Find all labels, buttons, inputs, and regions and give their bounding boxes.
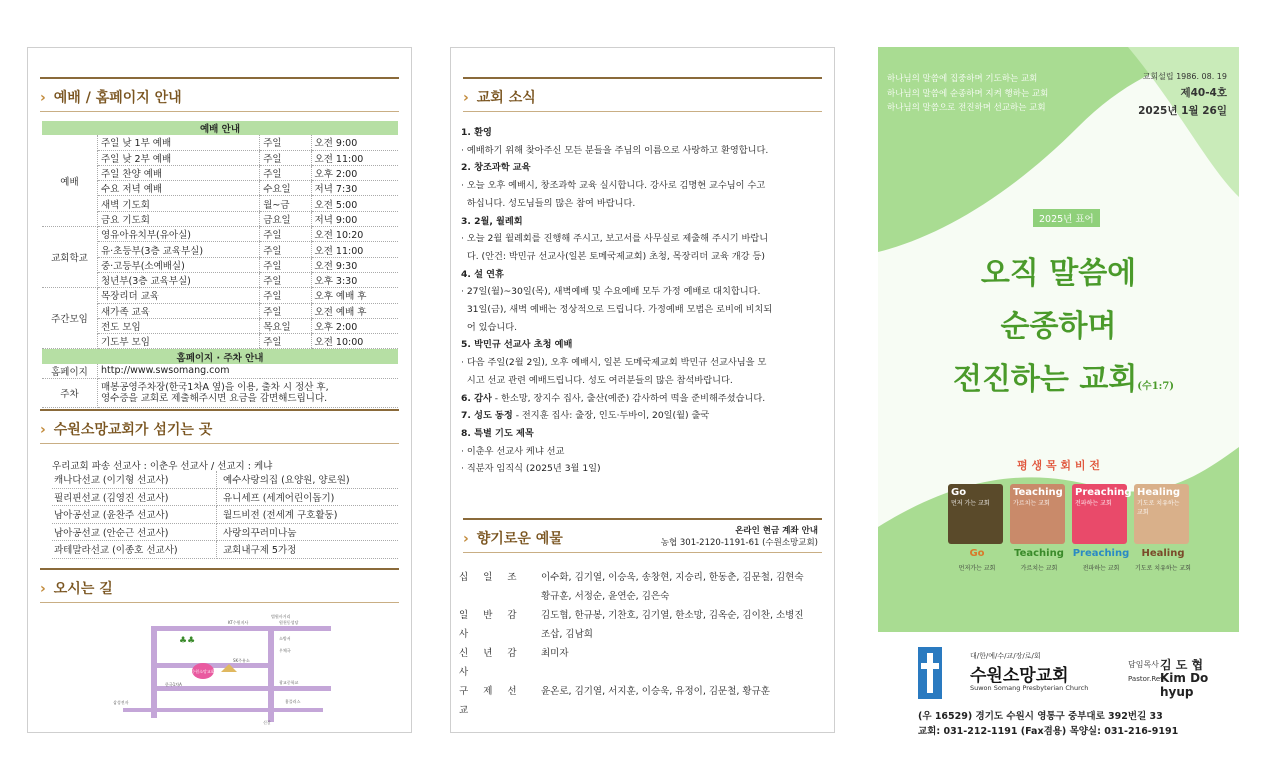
directions-map[interactable] [103, 608, 343, 726]
slogan-reference: (수1:7) [1137, 381, 1175, 392]
news-body-line: · 다음 주일(2월 2일), 오후 예배시, 일본 도메국제교회 박민규 선교사님을 모 [461, 357, 767, 369]
online-giving-account: 농협 301-2120-1191-61 (수원소망교회) [660, 538, 818, 548]
tree-icon: ♣♣ [179, 636, 196, 646]
vision-image [948, 484, 1003, 544]
church-logo-icon [918, 647, 942, 699]
slogan-line: 오직 말씀에 [980, 256, 1137, 291]
offering-type: 십 일 조 [459, 572, 523, 583]
offering-table [459, 568, 829, 720]
worship-name: 목장리더 교육 [97, 288, 259, 303]
directions-section-header [40, 568, 399, 597]
mission-row [52, 488, 398, 506]
vision-image-word: Healing [1137, 487, 1181, 498]
parking-line: 매봉공영주차장(한국1차A 옆)을 이용, 출차 시 정산 후, [100, 382, 329, 394]
worship-category: 주간모임 [42, 288, 97, 349]
mission-intro: 우리교회 파송 선교사 : 이춘우 선교사 / 선교지 : 케냐 [52, 461, 273, 472]
news-item [461, 266, 826, 337]
church-news-panel [450, 47, 835, 733]
church-name-english: Suwon Somang Presbyterian Church [970, 684, 1089, 692]
offering-names-line: 이수화, 김기열, 이승욱, 송창현, 지승리, 한동춘, 김문철, 김현숙 [541, 572, 804, 583]
year-slogan [878, 247, 1239, 413]
cover-panel [878, 47, 1239, 737]
pastor-name: 김 도 협 [1160, 658, 1204, 672]
news-item [461, 407, 826, 425]
worship-name: 수요 저녁 예배 [97, 181, 259, 196]
map-label: 소방서 [279, 636, 291, 641]
news-body-line: · 예배하기 위해 찾아주신 모든 분들을 주님의 이름으로 사랑하고 환영합니다. [461, 144, 769, 156]
news-heading: 8. 특별 기도 제목 [461, 427, 534, 439]
news-list [461, 124, 826, 478]
worship-row [42, 288, 398, 303]
vision-caption: 먼저가는 교회 [958, 565, 996, 572]
map-label: 광교중학교 [279, 680, 299, 685]
map-label: 수원소망교회 [191, 669, 215, 674]
worship-time: 오전 5:00 [311, 196, 398, 211]
news-body-line: 다. (안건: 박민규 선교사(일본 토메국제교회) 초청, 목장리더 교육 개강 등) [461, 250, 765, 262]
worship-header: 예배 안내 [42, 121, 398, 135]
worship-name: 새가족 교육 [97, 303, 259, 318]
worship-time: 오전 10:00 [311, 334, 398, 349]
news-body-line: · 이춘우 선교사 케냐 선교 [461, 445, 565, 457]
news-heading: 5. 박민규 선교사 초청 예배 [461, 339, 573, 351]
church-address: (우 16529) 경기도 수원시 영통구 중부대로 392번길 33 [918, 711, 1163, 722]
worship-day: 주일 [260, 165, 311, 180]
worship-name: 기도부 모임 [97, 334, 259, 349]
news-heading: 2. 창조과학 교육 [461, 162, 531, 174]
worship-day: 주일 [260, 303, 311, 318]
news-heading: 7. 성도 동정 [461, 410, 513, 422]
worship-day: 주일 [260, 242, 311, 257]
worship-category: 교회학교 [42, 227, 97, 288]
vision-caption: 전파하는 교회 [1082, 565, 1120, 572]
worship-day: 주일 [260, 272, 311, 287]
vision-image-text: 기도로 치유하는 교회 [1137, 500, 1180, 516]
cover-background [878, 47, 1239, 632]
parking-row [42, 379, 398, 408]
offering-names [541, 682, 829, 720]
vision-image [1072, 484, 1132, 544]
news-body-line: - 전지훈 집사: 출장, 인도·두바이, 20일(월) 출국 [512, 410, 710, 422]
news-item [461, 159, 826, 212]
vision-title: 평 생 목 회 비 전 [1017, 459, 1100, 472]
worship-time: 오전 9:30 [311, 257, 398, 272]
worship-row [42, 227, 398, 242]
worship-table [42, 121, 398, 408]
worship-time: 오후 2:00 [311, 318, 398, 333]
worship-section-header [40, 77, 399, 106]
worship-day: 주일 [260, 150, 311, 165]
worship-day: 주일 [260, 257, 311, 272]
mission-overseas: 과테말라선교 (이종호 선교사) [52, 541, 217, 559]
map-label: 법원사거리 [271, 614, 291, 619]
pastor-en-label: Pastor.Rev. [1128, 675, 1167, 683]
news-section-title: › 교회 소식 [463, 87, 536, 107]
offering-names-line: 조삽, 김남희 [541, 629, 593, 640]
offering-type: 구 제 선 교 [459, 686, 523, 716]
worship-time: 오전 11:00 [311, 242, 398, 257]
news-body-line: · 오늘 오후 예배시, 창조과학 교육 실시합니다. 강사로 김명현 교수님이 수고 [461, 180, 766, 192]
worship-time: 오전 예배 후 [311, 303, 398, 318]
map-label: 원천동성당 [279, 620, 299, 625]
worship-day: 목요일 [260, 318, 311, 333]
offering-row [459, 568, 829, 606]
church-phone: 교회: 031-212-1191 (Fax겸용) 목양실: 031-216-9191 [918, 726, 1179, 737]
map-label: SK주유소 [233, 658, 250, 663]
parking-line: 영수증을 교회로 제출해주시면 요금을 감면해드립니다. [100, 393, 328, 405]
vision-caption: 기도로 치유하는 교회 [1135, 565, 1191, 572]
homepage-label: 홈페이지 [42, 364, 97, 379]
worship-day: 금요일 [260, 211, 311, 226]
news-heading: 4. 설 연휴 [461, 268, 504, 280]
offering-names [541, 644, 829, 682]
mission-local: 월드비전 (전세계 구호활동) [217, 506, 399, 524]
mission-row [52, 506, 398, 524]
mission-local: 사랑의꾸러미나눔 [217, 523, 399, 541]
news-heading: 3. 2월, 월례회 [461, 215, 523, 227]
bulletin-date: 2025년 1월 26일 [1138, 105, 1227, 117]
worship-name: 중·고등부(소예배실) [97, 257, 259, 272]
worship-time: 저녁 7:30 [311, 181, 398, 196]
worship-time: 오후 2:00 [311, 165, 398, 180]
news-body-line: - 한소망, 장지수 집사, 출산(예준) 감사하여 떡을 준비해주셨습니다. [491, 392, 766, 404]
worship-time: 오전 10:20 [311, 227, 398, 242]
worship-name: 유·초등부(3층 교육부실) [97, 242, 259, 257]
mission-table [52, 471, 398, 559]
worship-time: 저녁 9:00 [311, 211, 398, 226]
news-item [461, 213, 826, 266]
worship-day: 주일 [260, 227, 311, 242]
online-giving-title: 온라인 현금 계좌 안내 [735, 526, 818, 536]
offering-row [459, 644, 829, 682]
map-label: 홈플러스 [285, 699, 301, 704]
worship-name: 금요 기도회 [97, 211, 259, 226]
mission-overseas: 남아공선교 (안순근 선교사) [52, 523, 217, 541]
founded-date: 교회설립 1986. 08. 19 [1142, 72, 1227, 81]
worship-day: 주일 [260, 135, 311, 150]
mission-section-title: › 수원소망교회가 섬기는 곳 [40, 419, 212, 439]
news-body-line: 어 있습니다. [461, 321, 518, 333]
homepage-header-row [42, 349, 398, 364]
worship-name: 주일 낮 1부 예배 [97, 135, 259, 150]
vision-image-word: Go [951, 487, 967, 498]
worship-name: 청년부(3층 교육부실) [97, 272, 259, 287]
vision-image [1134, 484, 1189, 544]
news-section-header [463, 77, 822, 106]
year-badge: 2025년 표어 [1033, 209, 1100, 227]
mission-section-header [40, 409, 399, 438]
worship-day: 주일 [260, 288, 311, 303]
offering-names-line: 김도협, 한규봉, 기찬호, 김기열, 한소망, 김옥순, 김이찬, 소병진 [541, 610, 804, 621]
mission-row [52, 541, 398, 559]
offering-row [459, 682, 829, 720]
issue-number: 제40-4호 [1180, 87, 1227, 99]
vision-image-text: 먼저 가는 교회 [951, 500, 990, 507]
map-label: 삼성전자 [113, 700, 129, 705]
offering-row [459, 606, 829, 644]
homepage-url[interactable]: http://www.swsomang.com [97, 364, 398, 379]
worship-time: 오전 11:00 [311, 150, 398, 165]
vision-word: Preaching [1072, 548, 1130, 559]
church-name: 수원소망교회 [970, 666, 1069, 686]
news-item [461, 124, 826, 159]
worship-name: 영유아유치부(유아실) [97, 227, 259, 242]
news-heading: 6. 감사 [461, 392, 492, 404]
worship-row [42, 135, 398, 150]
offering-names-line: 최미자 [541, 648, 569, 659]
worship-time: 오후 예배 후 [311, 288, 398, 303]
vision-word: Teaching [1014, 548, 1064, 559]
offering-section-title: › 향기로운 예물 [463, 528, 563, 548]
motto-line: 하나님의 말씀에 순종하며 지켜 행하는 교회 [887, 88, 1049, 99]
parking-info [97, 379, 398, 408]
mission-row [52, 471, 398, 488]
vision-word: Healing [1141, 548, 1185, 559]
map-label: 신갈 [263, 720, 271, 725]
slogan-line: 순종하며 [1000, 309, 1117, 344]
offering-type: 일 반 감 사 [459, 610, 523, 640]
map-label: 우체국 [279, 648, 291, 653]
news-heading: 1. 환영 [461, 127, 492, 138]
map-label: 한국1차A [165, 682, 182, 687]
news-body-line: 하십니다. 성도님들의 많은 참여 바랍니다. [461, 197, 636, 209]
vision-image [1010, 484, 1065, 544]
parking-label: 주차 [42, 379, 97, 408]
homepage-header: 홈페이지 · 주차 안내 [42, 349, 398, 364]
offering-section-header [463, 518, 822, 548]
worship-info-panel [27, 47, 412, 733]
offering-names [541, 606, 829, 644]
news-body-line: · 직분자 임직식 (2025년 3월 1일) [461, 463, 601, 475]
worship-time: 오후 3:30 [311, 272, 398, 287]
news-body-line: · 오늘 2월 월례회를 진행해 주시고, 보고서를 사무실로 제출해 주시기 바랍니 [461, 233, 769, 245]
mission-local: 예수사랑의집 (요양원, 양로원) [217, 471, 399, 488]
mission-row [52, 523, 398, 541]
offering-names [541, 568, 829, 606]
motto-line: 하나님의 말씀으로 전진하며 선교하는 교회 [887, 103, 1046, 113]
mission-local: 유니세프 (세계어린이돕기) [217, 488, 399, 506]
offering-names-line: 윤온로, 김기열, 서지훈, 이승욱, 유정이, 김문철, 황규훈 [541, 686, 770, 697]
offering-type: 신 년 감 사 [459, 648, 523, 678]
motto-block [887, 72, 1048, 116]
worship-category: 예배 [42, 135, 97, 226]
worship-section-title: › 예배 / 홈페이지 안내 [40, 87, 182, 107]
news-item [461, 390, 826, 408]
issue-block [1138, 71, 1227, 118]
worship-name: 주일 찬양 예배 [97, 165, 259, 180]
worship-day: 수요일 [260, 181, 311, 196]
pastor-label: 담임목사 [1128, 660, 1159, 669]
vision-image-text: 전파하는 교회 [1075, 500, 1112, 507]
homepage-row [42, 364, 398, 379]
mission-overseas: 캐나다선교 (이기형 선교사) [52, 471, 217, 488]
slogan-line-text: 전진하는 교회 [952, 362, 1138, 397]
worship-time: 오전 9:00 [311, 135, 398, 150]
worship-name: 전도 모임 [97, 318, 259, 333]
pastor-en-name: Kim Do hyup [1160, 671, 1209, 699]
denomination: 대/한/예/수/교/장/로/회 [970, 652, 1041, 660]
worship-header-row [42, 121, 398, 135]
vision-image-word: Preaching [1075, 487, 1132, 498]
vision-word: Go [969, 548, 985, 559]
news-item [461, 336, 826, 389]
worship-day: 월~금 [260, 196, 311, 211]
map-label: KT수원지사 [228, 620, 249, 625]
offering-names-line: 황규훈, 서정순, 윤연순, 김은숙 [541, 591, 670, 602]
news-body-line: · 27일(월)~30일(목), 새벽예배 및 수요예배 모두 가정 예배로 대치합니다. [461, 286, 761, 298]
news-body-line: 31일(금), 새벽 예배는 정상적으로 드립니다. 가정예배 모범은 로비에 비치되 [461, 304, 773, 316]
vision-caption: 가르치는 교회 [1020, 565, 1058, 572]
vision-image-word: Teaching [1013, 487, 1063, 498]
worship-name: 새벽 기도회 [97, 196, 259, 211]
slogan-line [878, 353, 1239, 413]
worship-name: 주일 낮 2부 예배 [97, 150, 259, 165]
mission-overseas: 필리핀선교 (김영진 선교사) [52, 488, 217, 506]
mission-overseas: 남아공선교 (윤찬주 선교사) [52, 506, 217, 524]
directions-section-title: › 오시는 길 [40, 578, 113, 598]
news-item [461, 425, 826, 478]
vision-image-text: 가르치는 교회 [1013, 500, 1050, 507]
worship-day: 주일 [260, 334, 311, 349]
motto-line: 하나님의 말씀에 집중하며 기도하는 교회 [887, 74, 1038, 84]
mission-local: 교회내구제 5가정 [217, 541, 399, 559]
news-body-line: 시고 선교 관련 예배드립니다. 성도 여러분들의 많은 참석바랍니다. [461, 374, 733, 386]
